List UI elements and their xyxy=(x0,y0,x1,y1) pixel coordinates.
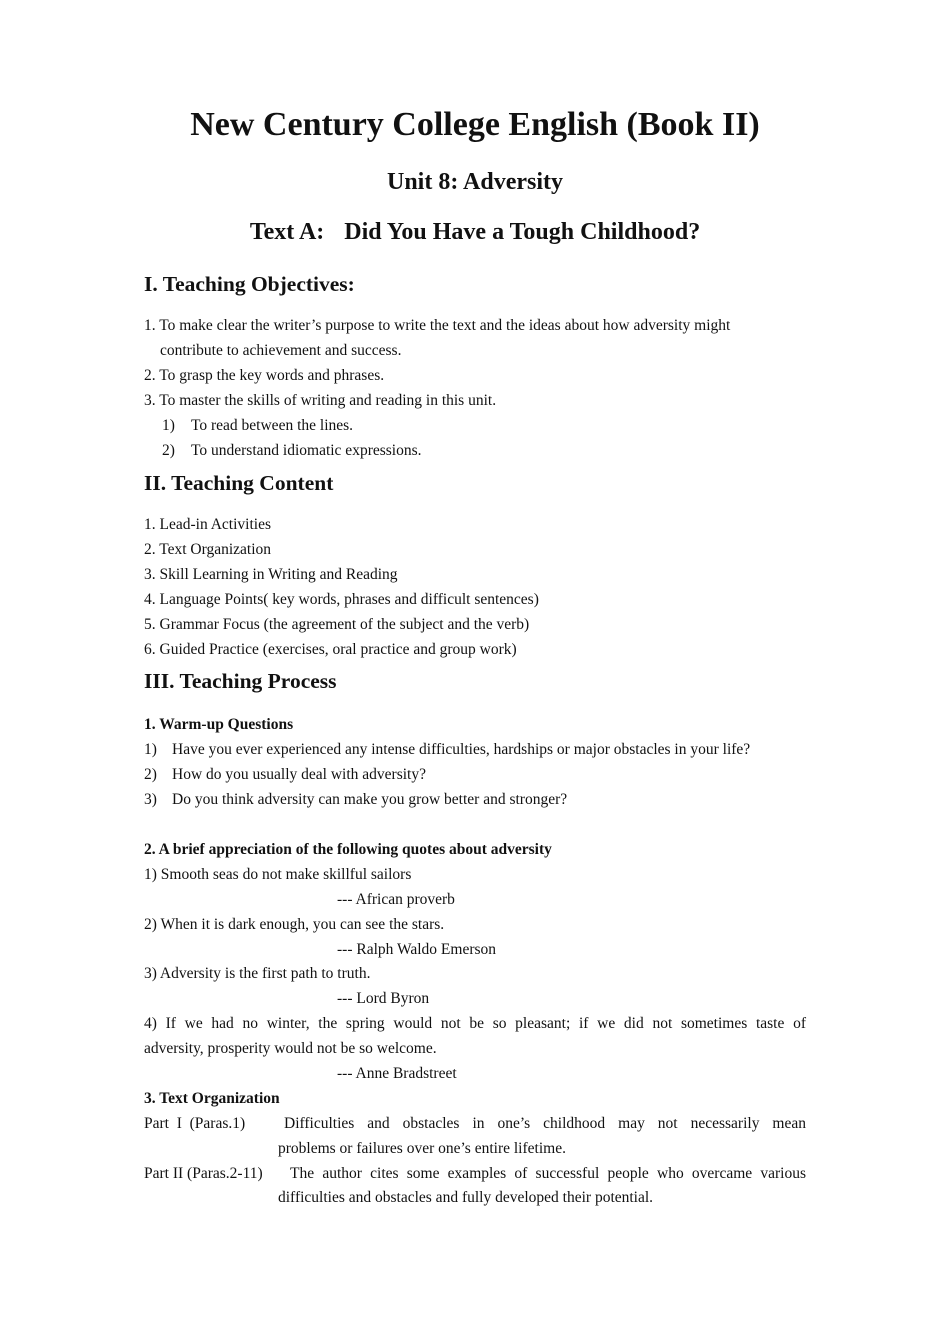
process-heading: III. Teaching Process xyxy=(144,669,337,693)
quote-4-line-2: adversity, prosperity would not be so welcome. xyxy=(144,1040,437,1057)
warmup-q1-num: 1) xyxy=(144,741,157,758)
objective-3-sub-1: To read between the lines. xyxy=(191,417,354,434)
objective-1-line-2: contribute to achievement and success. xyxy=(160,342,402,359)
warmup-q2-num: 2) xyxy=(144,766,157,783)
quote-2: 2) When it is dark enough, you can see the stars. xyxy=(144,916,445,933)
objective-3-sub-2-num: 2) xyxy=(162,442,175,459)
quote-4-line-1: 4) If we had no winter, the spring would not be so pleasant; if we did not sometimes taste of xyxy=(144,1015,806,1032)
objective-3: 3. To master the skills of writing and reading in this unit. xyxy=(144,392,497,409)
objective-1-line-1: 1. To make clear the writer’s purpose to write the text and the ideas about how adversity might xyxy=(144,317,731,334)
warmup-heading: 1. Warm-up Questions xyxy=(144,716,294,733)
warmup-q3: Do you think adversity can make you grow better and stronger? xyxy=(172,791,568,808)
content-item: 1. Lead-in Activities xyxy=(144,516,271,533)
content-heading: II. Teaching Content xyxy=(144,471,334,495)
document-title: New Century College English (Book II) xyxy=(190,106,760,143)
quote-3-attribution: --- Lord Byron xyxy=(337,990,430,1007)
quote-2-attribution: --- Ralph Waldo Emerson xyxy=(337,941,497,958)
quote-1-attribution: --- African proverb xyxy=(337,891,455,908)
content-item: 3. Skill Learning in Writing and Reading xyxy=(144,566,398,583)
quote-4-attribution: --- Anne Bradstreet xyxy=(337,1065,457,1082)
objective-3-sub-1-num: 1) xyxy=(162,417,175,434)
content-item: 6. Guided Practice (exercises, oral practice and group work) xyxy=(144,641,517,658)
part-1-label: Part I (Paras.1) xyxy=(144,1115,246,1132)
quote-3: 3) Adversity is the first path to truth. xyxy=(144,965,371,982)
quote-1: 1) Smooth seas do not make skillful sailors xyxy=(144,866,412,883)
part-2-label: Part II (Paras.2-11) xyxy=(144,1165,263,1182)
text-a-label: Text A: xyxy=(249,219,325,245)
warmup-q1: Have you ever experienced any intense difficulties, hardships or major obstacles in your life? xyxy=(172,741,751,758)
organization-heading: 3. Text Organization xyxy=(144,1090,280,1107)
text-a-title xyxy=(0,219,950,246)
part-1-line-2: problems or failures over one’s entire lifetime. xyxy=(278,1140,566,1157)
part-2-line-2: difficulties and obstacles and fully developed their potential. xyxy=(278,1189,654,1206)
warmup-q3-num: 3) xyxy=(144,791,157,808)
part-1-line-1: Difficulties and obstacles in one’s childhood may not necessarily mean xyxy=(284,1115,806,1132)
unit-title: Unit 8: Adversity xyxy=(387,169,563,195)
objective-2: 2. To grasp the key words and phrases. xyxy=(144,367,385,384)
content-item: 5. Grammar Focus (the agreement of the subject and the verb) xyxy=(144,616,530,633)
objective-3-sub-2: To understand idiomatic expressions. xyxy=(191,442,422,459)
text-a-name: Did You Have a Tough Childhood? xyxy=(344,219,701,245)
warmup-q2: How do you usually deal with adversity? xyxy=(172,766,426,783)
part-2-line-1: The author cites some examples of successful people who overcame various xyxy=(290,1165,806,1182)
objectives-heading: I. Teaching Objectives: xyxy=(144,272,355,296)
content-item: 2. Text Organization xyxy=(144,541,272,558)
content-item: 4. Language Points( key words, phrases and difficult sentences) xyxy=(144,591,539,608)
quotes-heading: 2. A brief appreciation of the following quotes about adversity xyxy=(144,841,552,858)
